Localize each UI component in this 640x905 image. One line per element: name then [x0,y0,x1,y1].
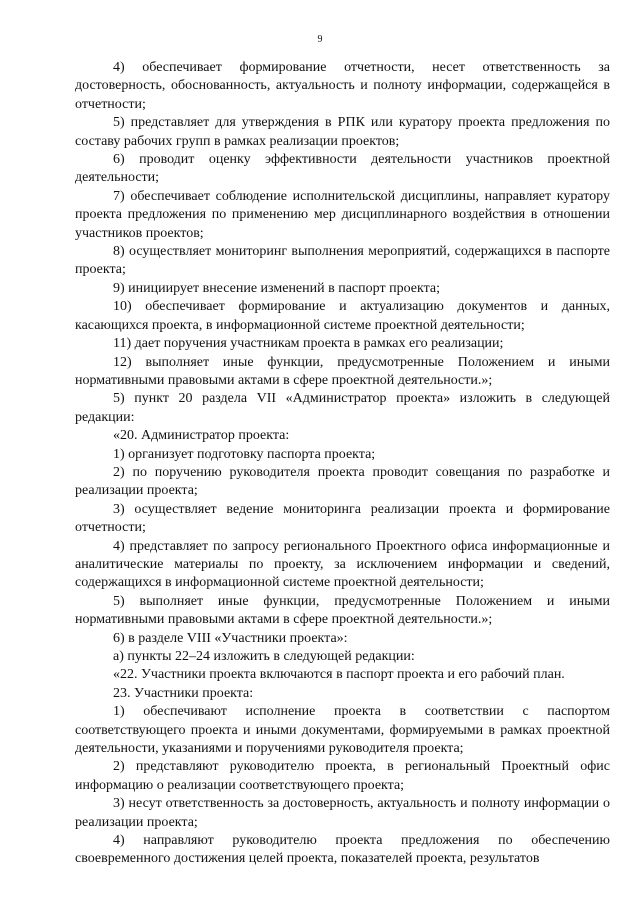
paragraph: «22. Участники проекта включаются в паспорт проекта и его рабочий план. [113,667,565,683]
paragraph: 2) по поручению руководителя проекта проводит совещания по разработке и реализации проекта; [75,464,610,499]
paragraph: 10) обеспечивает формирование и актуализацию документов и данных, касающихся проекта, в информационной системе проектной деятельности; [75,299,610,333]
paragraph: 5) выполняет иные функции, предусмотренные Положением и иными нормативными правовыми актами в сфере проектной деятельности.»; [75,593,610,628]
paragraph: 6) в разделе VIII «Участники проекта»: [113,630,348,646]
paragraph: 12) выполняет иные функции, предусмотренные Положением и иными нормативными правовыми актами в сфере проектной деятельности.»; [75,354,610,388]
paragraph: «20. Администратор проекта: [113,428,290,444]
paragraph: 3) несут ответственность за достоверность, актуальность и полноту информации о реализации проекта; [75,796,610,830]
paragraph: 1) организует подготовку паспорта проекта; [113,446,376,462]
paragraph: 5) представляет для утверждения в РПК или куратору проекта предложения по составу рабочих групп в рамках реализации проектов; [75,115,610,149]
paragraph: 23. Участники проекта: [113,685,254,701]
paragraph: 4) направляют руководителю проекта предложения по обеспечению своевременного достижения целей проекта, показателей проекта, результатов [75,833,610,867]
paragraph: а) пункты 22–24 изложить в следующей редакции: [113,649,415,664]
paragraph: 5) пункт 20 раздела VII «Администратор проекта» изложить в следующей редакции: [75,391,610,425]
document-body [75,59,610,869]
paragraph: 7) обеспечивает соблюдение исполнительской дисциплины, направляет куратору проекта предложения по применению мер дисциплинарного воздействия в отношении участников проектов; [75,188,610,241]
paragraph: 4) обеспечивает формирование отчетности, несет ответственность за достоверность, обоснованность, актуальность и полноту информации, содержащейся в отчетности; [75,60,610,112]
paragraph: 3) осуществляет ведение мониторинга реализации проекта и формирование отчетности; [75,501,610,536]
paragraph: 8) осуществляет мониторинг выполнения мероприятий, содержащихся в паспорте проекта; [75,244,610,278]
page-number: 9 [317,34,323,45]
paragraph: 2) представляют руководителю проекта, в региональный Проектный офис информацию о реализации соответствующего проекта; [75,759,610,793]
paragraph: 11) дает поручения участникам проекта в рамках его реализации; [113,336,504,352]
paragraph: 1) обеспечивают исполнение проекта в соответствии с паспортом соответствующего проекта и иными документами, формируемыми в рамках проектной деятельности, указаниями и поручениями руководителя проекта; [75,704,610,757]
paragraph: 9) инициирует внесение изменений в паспорт проекта; [113,280,440,296]
paragraph: 4) представляет по запросу регионального Проектного офиса информационные и аналитические материалы по проекту, за исключением информации и сведений, содержащихся в информационной системе проектной деятельности; [75,538,610,591]
paragraph: 6) проводит оценку эффективности деятельности участников проектной деятельности; [75,152,610,186]
